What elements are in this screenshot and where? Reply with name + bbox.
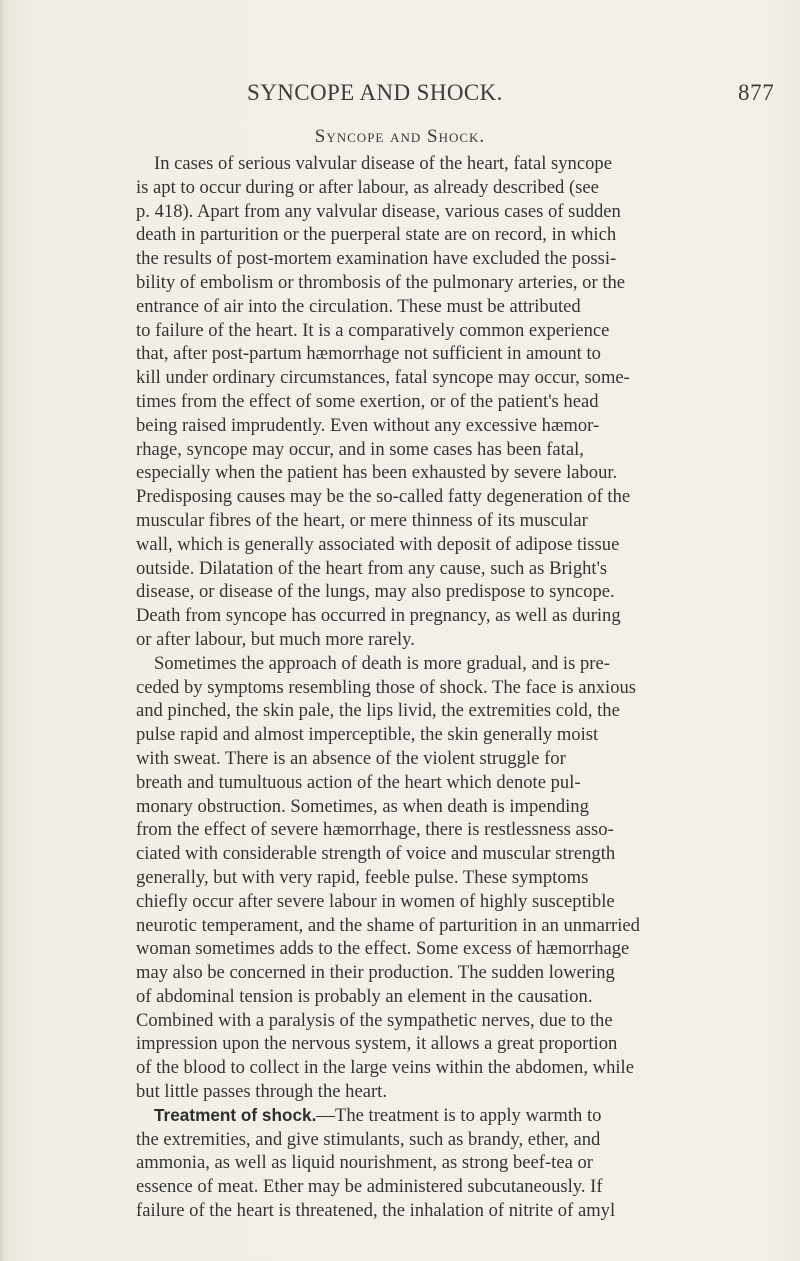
text-line: breath and tumultuous action of the heart which denote pul- (136, 771, 581, 793)
text-line: is apt to occur during or after labour, as already described (see (136, 176, 599, 198)
text-line: but little passes through the heart. (136, 1081, 387, 1103)
page-number: 877 (738, 80, 775, 105)
run-in-heading: Treatment of shock. (154, 1104, 317, 1125)
text-line: death in parturition or the puerperal state are on record, in which (136, 224, 617, 246)
text-line: generally, but with very rapid, feeble pulse. These symptoms (136, 866, 589, 888)
text-line: ceded by symptoms resembling those of shock. The face is anxious (136, 676, 637, 698)
text-line-continuation: —The treatment is to apply warmth to (316, 1104, 602, 1126)
paragraph-symptoms (136, 652, 706, 1104)
paragraph-treatment (136, 1104, 706, 1223)
running-head-title: SYNCOPE AND SHOCK. (247, 80, 503, 105)
text-line: p. 418). Apart from any valvular disease, various cases of sudden (136, 200, 621, 222)
text-line: the results of post-mortem examination have excluded the possi- (136, 248, 617, 270)
text-line: wall, which is generally associated with deposit of adipose tissue (136, 533, 620, 555)
text-line: and pinched, the skin pale, the lips livid, the extremities cold, the (136, 700, 620, 722)
text-line: monary obstruction. Sometimes, as when death is impending (136, 795, 589, 817)
text-line: essence of meat. Ether may be administered subcutaneously. If (136, 1176, 603, 1198)
text-line: of abdominal tension is probably an element in the causation. (136, 985, 593, 1007)
text-line: pulse rapid and almost imperceptible, the skin generally moist (136, 724, 599, 746)
text-line: Predisposing causes may be the so-called fatty degeneration of the (136, 486, 631, 508)
section-heading: Syncope and Shock. (314, 126, 486, 147)
text-line: especially when the patient has been exhausted by severe labour. (136, 462, 618, 484)
text-line: with sweat. There is an absence of the violent struggle for (136, 747, 566, 769)
text-line: kill under ordinary circumstances, fatal syncope may occur, some- (136, 367, 630, 389)
text-line: chiefly occur after severe labour in women of highly susceptible (136, 890, 615, 912)
text-line: muscular fibres of the heart, or mere thinness of its muscular (136, 509, 588, 531)
text-line: failure of the heart is threatened, the inhalation of nitrite of amyl (136, 1200, 616, 1222)
text-line: Sometimes the approach of death is more gradual, and is pre- (154, 652, 610, 674)
text-line (136, 1104, 706, 1128)
text-line: may also be concerned in their production. The sudden lowering (136, 962, 615, 984)
text-line: times from the effect of some exertion, or of the patient's head (136, 390, 599, 412)
text-line: disease, or disease of the lungs, may also predispose to syncope. (136, 581, 615, 603)
text-line: In cases of serious valvular disease of the heart, fatal syncope (154, 153, 612, 174)
running-head (0, 80, 800, 110)
text-line: outside. Dilatation of the heart from any cause, such as Bright's (136, 557, 608, 579)
text-line: bility of embolism or thrombosis of the pulmonary arteries, or the (136, 271, 626, 293)
paragraph-syncope (136, 152, 706, 652)
text-line: neurotic temperament, and the shame of parturition in an unmarried (136, 914, 640, 936)
text-line: rhage, syncope may occur, and in some cases has been fatal, (136, 438, 584, 460)
text-line: impression upon the nervous system, it allows a great proportion (136, 1033, 618, 1055)
text-line: Combined with a paralysis of the sympathetic nerves, due to the (136, 1009, 613, 1031)
text-line: being raised imprudently. Even without any excessive hæmor- (136, 414, 600, 436)
text-line: ammonia, as well as liquid nourishment, as strong beef-tea or (136, 1152, 593, 1174)
body-text (136, 152, 706, 1223)
text-line: that, after post-partum hæmorrhage not sufficient in amount to (136, 343, 601, 365)
text-line: Death from syncope has occurred in pregnancy, as well as during (136, 605, 621, 627)
text-line: entrance of air into the circulation. These must be attributed (136, 295, 581, 317)
text-line: or after labour, but much more rarely. (136, 628, 415, 650)
binding-edge (0, 0, 6, 1261)
text-line: woman sometimes adds to the effect. Some excess of hæmorrhage (136, 938, 630, 960)
text-line: the extremities, and give stimulants, such as brandy, ether, and (136, 1128, 601, 1150)
text-line: ciated with considerable strength of voice and muscular strength (136, 843, 616, 865)
text-line: from the effect of severe hæmorrhage, there is restlessness asso- (136, 819, 614, 841)
text-line: to failure of the heart. It is a comparatively common experience (136, 319, 610, 341)
text-line: of the blood to collect in the large veins within the abdomen, while (136, 1057, 634, 1079)
